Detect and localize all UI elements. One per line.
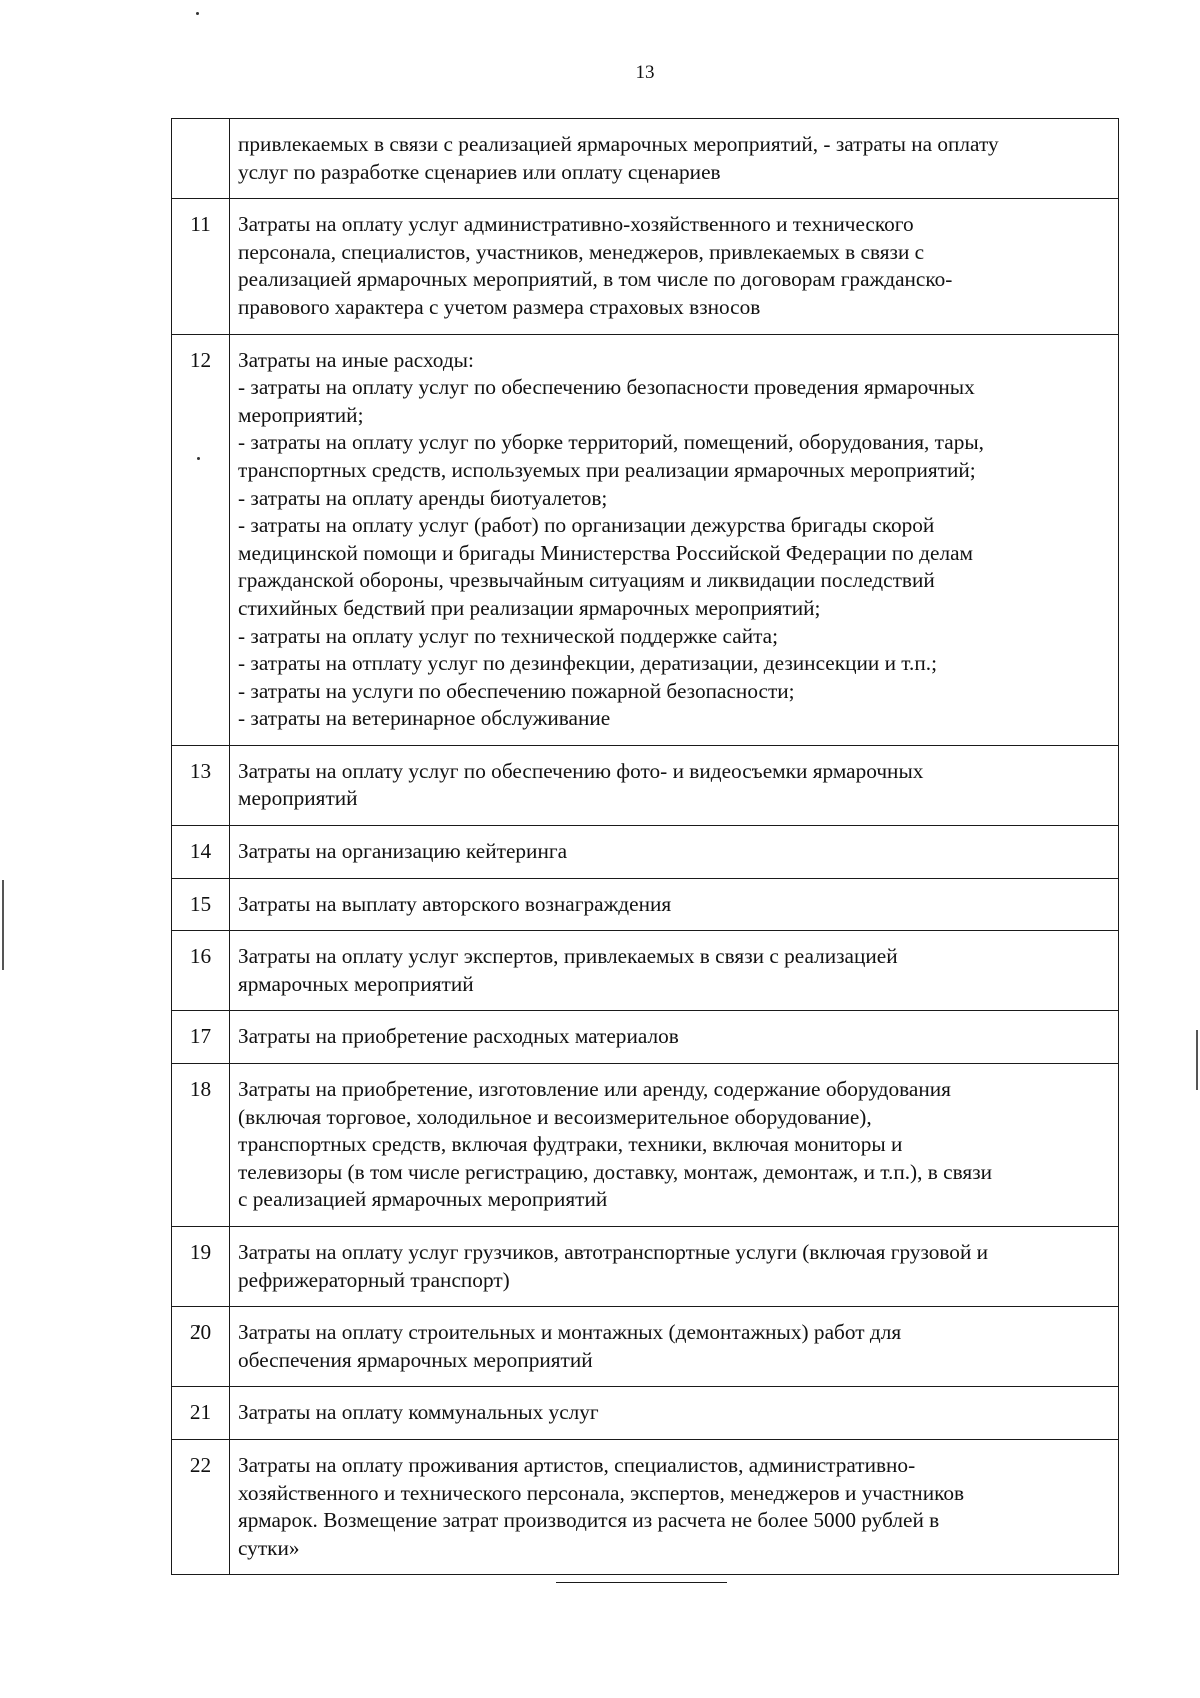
description-line: - затраты на оплату аренды биотуалетов; xyxy=(238,485,608,510)
table-row xyxy=(172,931,1119,1011)
table-row xyxy=(172,1439,1119,1574)
table-row xyxy=(172,1307,1119,1387)
table-row xyxy=(172,119,1119,199)
row-number: 22 xyxy=(172,1439,230,1574)
row-number: 12 xyxy=(172,334,230,745)
row-number: 20 xyxy=(172,1307,230,1387)
row-number xyxy=(172,119,230,199)
table-row xyxy=(172,826,1119,879)
description-line: Затраты на оплату услуг грузчиков, автотранспортные услуги (включая грузовой и xyxy=(238,1240,989,1264)
description-line: Затраты на оплату услуг административно-хозяйственного и технического xyxy=(238,212,914,237)
description-line: транспортных средств, включая фудтраки, техники, включая мониторы и xyxy=(238,1132,903,1157)
description-line: мероприятий xyxy=(238,786,358,811)
description-line: Затраты на оплату услуг экспертов, привлекаемых в связи с реализацией xyxy=(238,944,898,969)
scan-edge-mark xyxy=(1196,1030,1198,1090)
description-line: - затраты на услуги по обеспечению пожарной безопасности; xyxy=(238,678,795,703)
description-line: (включая торговое, холодильное и весоизмерительное оборудование), xyxy=(238,1104,872,1129)
row-description xyxy=(230,199,1119,334)
description-line: услуг по разработке сценариев или оплату сценариев xyxy=(238,159,721,184)
description-line: рефрижераторный транспорт) xyxy=(238,1267,510,1292)
page-number: 13 xyxy=(635,62,655,83)
table-row xyxy=(172,334,1119,745)
description-line: ярмарочных мероприятий xyxy=(238,971,474,996)
row-description xyxy=(230,1307,1119,1387)
description-line: с реализацией ярмарочных мероприятий xyxy=(238,1187,608,1212)
cost-items-table xyxy=(171,118,1119,1575)
row-description xyxy=(230,1439,1119,1574)
description-line: Затраты на оплату коммунальных услуг xyxy=(238,1400,599,1425)
description-line: медицинской помощи и бригады Министерства Российской Федерации по делам xyxy=(238,540,974,565)
scan-dot xyxy=(196,12,199,15)
description-line: - затраты на оплату услуг по обеспечению безопасности проведения ярмарочных xyxy=(238,375,975,400)
description-line: правового характера с учетом размера страховых взносов xyxy=(238,294,761,319)
row-description xyxy=(230,745,1119,825)
row-number: 21 xyxy=(172,1387,230,1440)
description-line: Затраты на приобретение расходных материалов xyxy=(238,1024,679,1049)
description-line: Затраты на оплату строительных и монтажных (демонтажных) работ для xyxy=(238,1320,902,1345)
description-line: персонала, специалистов, участников, менеджеров, привлекаемых в связи с xyxy=(238,239,925,264)
description-line: - затраты на оплату услуг по уборке территорий, помещений, оборудования, тары, xyxy=(238,430,984,455)
table-row xyxy=(172,1387,1119,1440)
row-description xyxy=(230,1227,1119,1307)
description-line: Затраты на оплату проживания артистов, специалистов, административно- xyxy=(238,1452,916,1477)
description-line: Затраты на иные расходы: xyxy=(238,347,474,372)
table-row xyxy=(172,878,1119,931)
description-line: ярмарок. Возмещение затрат производится из расчета не более 5000 рублей в xyxy=(238,1508,940,1533)
row-description xyxy=(230,878,1119,931)
table-row xyxy=(172,1064,1119,1227)
row-description xyxy=(230,1064,1119,1227)
description-line: - затраты на ветеринарное обслуживание xyxy=(238,706,611,731)
row-number: 16 xyxy=(172,931,230,1011)
row-number: 18 xyxy=(172,1064,230,1227)
description-line: - затраты на отплату услуг по дезинфекции, дератизации, дезинсекции и т.п.; xyxy=(238,651,937,676)
description-line: сутки» xyxy=(238,1535,300,1560)
row-number: 17 xyxy=(172,1011,230,1064)
row-description xyxy=(230,931,1119,1011)
row-description xyxy=(230,1011,1119,1064)
description-line: гражданской обороны, чрезвычайным ситуациям и ликвидации последствий xyxy=(238,568,935,593)
description-line: Затраты на приобретение, изготовление или аренду, содержание оборудования xyxy=(238,1077,951,1102)
closing-rule xyxy=(556,1582,727,1583)
row-number: 19 xyxy=(172,1227,230,1307)
scan-edge-mark xyxy=(2,880,4,970)
row-number: 11 xyxy=(172,199,230,334)
description-line: обеспечения ярмарочных мероприятий xyxy=(238,1347,593,1372)
table-body xyxy=(172,119,1119,1575)
description-line: стихийных бедствий при реализации ярмарочных мероприятий; xyxy=(238,595,821,620)
description-line: телевизоры (в том числе регистрацию, доставку, монтаж, демонтаж, и т.п.), в связи xyxy=(238,1159,993,1184)
row-number: 14 xyxy=(172,826,230,879)
table-row xyxy=(172,745,1119,825)
row-number: 15 xyxy=(172,878,230,931)
description-line: привлекаемых в связи с реализацией ярмарочных мероприятий, - затраты на оплату xyxy=(238,132,999,156)
description-line: - затраты на оплату услуг по технической поддержке сайта; xyxy=(238,623,779,648)
table-row xyxy=(172,1011,1119,1064)
row-description xyxy=(230,334,1119,745)
row-number: 13 xyxy=(172,745,230,825)
description-line: Затраты на выплату авторского вознаграждения xyxy=(238,891,672,916)
description-line: транспортных средств, используемых при реализации ярмарочных мероприятий; xyxy=(238,457,976,482)
row-description xyxy=(230,826,1119,879)
description-line: - затраты на оплату услуг (работ) по организации дежурства бригады скорой xyxy=(238,513,935,538)
description-line: хозяйственного и технического персонала, экспертов, менеджеров и участников xyxy=(238,1480,965,1505)
description-line: Затраты на оплату услуг по обеспечению фото- и видеосъемки ярмарочных xyxy=(238,758,924,783)
description-line: реализацией ярмарочных мероприятий, в том числе по договорам гражданско- xyxy=(238,267,953,292)
row-description xyxy=(230,119,1119,199)
table-row xyxy=(172,1227,1119,1307)
description-line: Затраты на организацию кейтеринга xyxy=(238,839,568,864)
table-row xyxy=(172,199,1119,334)
row-description xyxy=(230,1387,1119,1440)
description-line: мероприятий; xyxy=(238,402,364,427)
